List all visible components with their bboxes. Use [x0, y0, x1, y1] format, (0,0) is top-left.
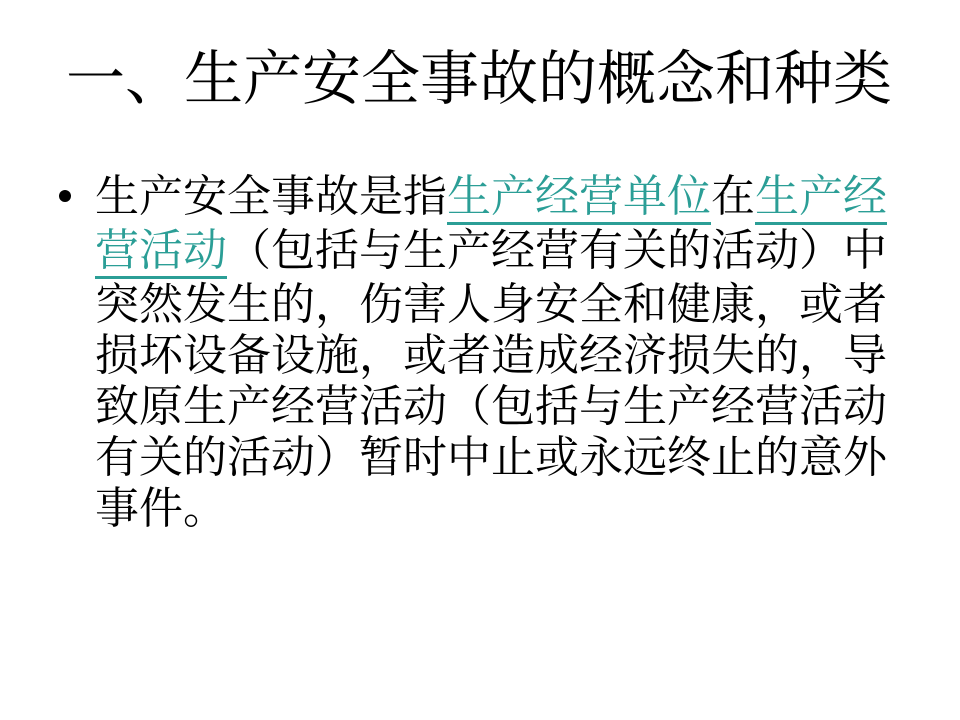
bullet-paragraph [95, 171, 905, 534]
bullet-marker [59, 190, 71, 202]
slide-title: 一、生产安全事故的概念和种类 [66, 46, 893, 112]
text-run: 有关的活动）暂时中止或永远终止的意外 [95, 433, 887, 482]
body-line [95, 483, 905, 534]
text-run: 损坏设备设施，或者造成经济损失的，导 [95, 331, 887, 380]
body-line [95, 279, 905, 330]
body-line [95, 171, 905, 225]
text-run: 致原生产经营活动（包括与生产经营活动 [95, 382, 887, 431]
hyperlink-text[interactable]: 营活动 [95, 225, 227, 279]
text-run: 突然发生的，伤害人身安全和健康，或者 [95, 280, 887, 329]
paragraph-lines [95, 171, 905, 534]
body-line [95, 225, 905, 279]
text-run: （包括与生产经营有关的活动）中 [227, 226, 887, 275]
body-line [95, 381, 905, 432]
hyperlink-text[interactable]: 生产经营单位 [447, 171, 711, 225]
body-line [95, 330, 905, 381]
text-run: 生产安全事故是指 [95, 172, 447, 221]
hyperlink-text[interactable]: 生产经 [755, 171, 887, 225]
text-run: 事件。 [95, 484, 227, 533]
text-run: 在 [711, 172, 755, 221]
body-line [95, 432, 905, 483]
